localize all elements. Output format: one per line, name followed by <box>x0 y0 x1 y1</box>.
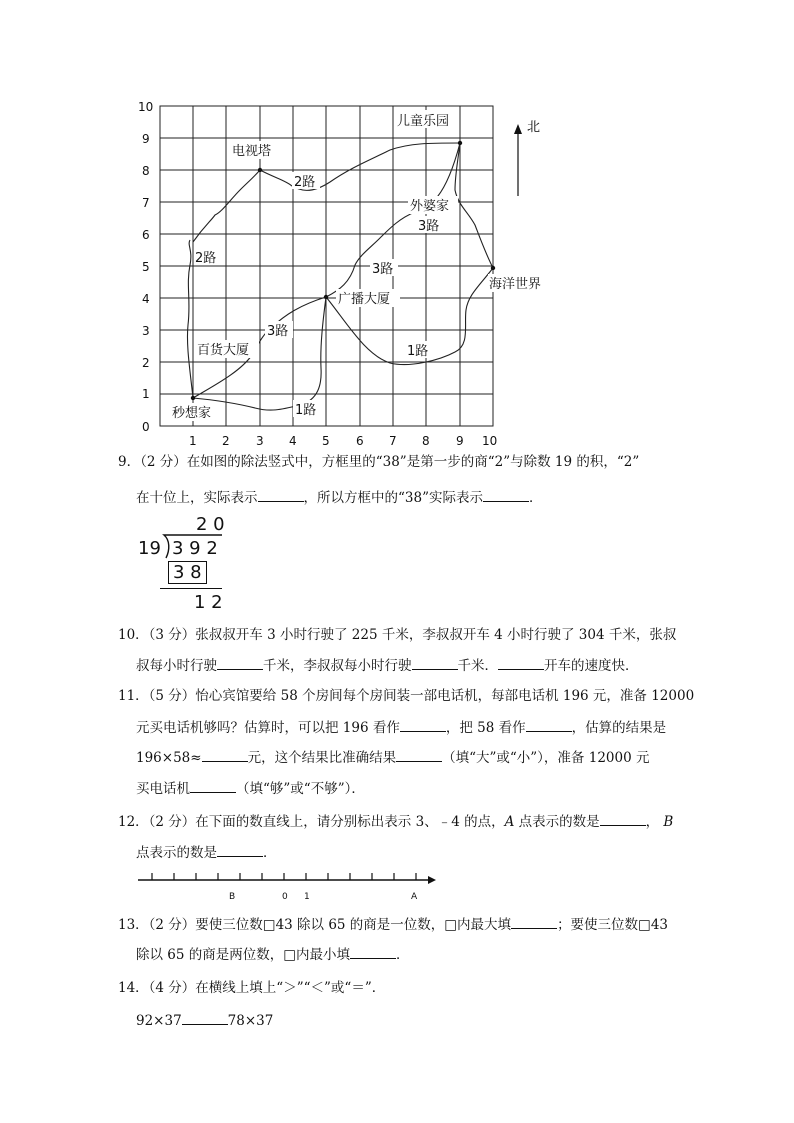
question-11-line-3 <box>136 747 649 768</box>
number-line-label-0: 0 <box>282 892 288 902</box>
x-tick-8: 8 <box>422 434 430 448</box>
place-label-miaoxiang-home: 秒想家 <box>172 406 212 421</box>
question-13-line-2 <box>136 944 410 965</box>
question-11-line-4 <box>136 778 365 799</box>
q13-text-b: ；要使三位数□43 <box>557 917 668 933</box>
place-label-department-store: 百货大厦 <box>197 343 250 358</box>
x-tick-5: 5 <box>322 434 330 448</box>
q12-text-c: 点表示的数是 <box>514 814 600 830</box>
route-label-3-middle: 3路 <box>372 262 394 277</box>
q14-text-b: 78×37 <box>227 1013 274 1029</box>
q9-text-a: 在十位上，实际表示 <box>136 490 258 506</box>
y-tick-8: 8 <box>142 164 150 178</box>
q12-text-g: ． <box>263 845 277 861</box>
north-label: 北 <box>527 120 541 135</box>
q12-text-a: 12．（2 分）在下面的数直线上，请分别标出表示 3、﹣4 的点， <box>118 814 505 830</box>
q9-answer-blank-1[interactable] <box>258 487 304 502</box>
place-label-broadcast-building: 广播大厦 <box>338 292 391 307</box>
long-division-figure <box>136 514 236 614</box>
x-tick-3: 3 <box>256 434 264 448</box>
question-11-line-2 <box>136 717 666 738</box>
question-10-line-2 <box>136 655 639 676</box>
q11-text-b: ，把 58 看作 <box>445 720 526 736</box>
number-line-label-b: B <box>229 892 236 902</box>
route-3-right <box>455 143 493 268</box>
y-tick-2: 2 <box>142 356 150 370</box>
question-14-line-1: 14．（4 分）在横线上填上“＞”“＜”或“＝”． <box>118 980 386 996</box>
q12-point-b-ref: B <box>663 814 674 830</box>
y-tick-1: 1 <box>142 387 150 401</box>
q13-text-d: ． <box>396 947 410 963</box>
y-tick-5: 5 <box>142 260 150 274</box>
place-label-grandma-home: 外婆家 <box>410 199 450 214</box>
y-tick-9: 9 <box>142 132 150 146</box>
x-tick-6: 6 <box>356 434 364 448</box>
x-tick-9: 9 <box>456 434 464 448</box>
number-line-arrow-icon <box>428 876 436 884</box>
division-dividend: 3 9 2 <box>172 538 218 559</box>
place-label-childrens-park: 儿童乐园 <box>397 114 450 129</box>
route-label-1-left: 1路 <box>295 403 317 418</box>
y-tick-10: 10 <box>138 100 154 114</box>
q10-answer-blank-3[interactable] <box>498 655 544 670</box>
question-9-line-1: 9．（2 分）在如图的除法竖式中，方框里的“38”是第一步的商“2”与除数 19 的积，“2” <box>118 454 640 470</box>
q11-text-e: 元，这个结果比准确结果 <box>247 750 397 766</box>
question-11-line-1: 11．（5 分）怡心宾馆要给 58 个房间每个房间装一部电话机，每部电话机 196 元，准备 12000 <box>118 688 695 704</box>
q11-text-d: 196×58≈ <box>136 750 202 766</box>
x-tick-7: 7 <box>389 434 397 448</box>
route-label-3-top: 3路 <box>418 219 440 234</box>
question-9-line-2 <box>136 487 542 508</box>
route-lines <box>187 143 493 410</box>
q13-text-a: 13．（2 分）要使三位数□43 除以 65 的商是一位数，□内最大填 <box>118 917 512 933</box>
x-tick-10: 10 <box>482 434 498 448</box>
place-label-tv-tower: 电视塔 <box>232 144 272 159</box>
division-divisor: 19 <box>138 538 161 559</box>
q10-answer-blank-2[interactable] <box>412 655 458 670</box>
question-10-line-1: 10．（3 分）张叔叔开车 3 小时行驶了 225 千米，李叔叔开车 4 小时行驶了 304 千米，张叔 <box>118 627 677 643</box>
place-label-ocean-world: 海洋世界 <box>489 277 542 292</box>
q12-text-d: ， <box>645 814 660 830</box>
question-12-line-1 <box>118 811 673 832</box>
number-line-label-1: 1 <box>304 892 310 902</box>
q10-text-c: 千米． <box>457 658 498 674</box>
q14-text-a: 92×37 <box>136 1013 182 1029</box>
q10-text-b: 千米，李叔叔每小时行驶 <box>263 658 412 674</box>
q14-answer-blank-1[interactable] <box>182 1010 228 1025</box>
q9-answer-blank-2[interactable] <box>483 487 529 502</box>
q10-text-a: 叔每小时行驶 <box>136 658 217 674</box>
map-grid <box>160 106 493 426</box>
y-tick-7: 7 <box>142 196 150 210</box>
q11-text-a: 元买电话机够吗？估算时，可以把 196 看作 <box>136 720 400 736</box>
route-2-lower <box>187 240 193 398</box>
division-boxed-product <box>168 561 207 584</box>
q12-answer-blank-2[interactable] <box>217 842 263 857</box>
q13-answer-blank-2[interactable] <box>350 944 396 959</box>
route-map <box>130 95 570 455</box>
division-remainder: 1 2 <box>194 592 223 613</box>
q11-answer-blank-4[interactable] <box>396 747 442 762</box>
q11-text-h: （填“够”或“不够”）． <box>236 781 365 797</box>
y-tick-6: 6 <box>142 228 150 242</box>
q11-text-f: （填“大”或“小”），准备 12000 元 <box>442 750 650 766</box>
question-12-line-2 <box>136 842 277 863</box>
q9-text-c: ． <box>528 490 543 506</box>
route-label-2-upper: 2路 <box>294 175 316 190</box>
number-line <box>136 868 446 904</box>
q12-text-f: 点表示的数是 <box>136 845 217 861</box>
q9-text-b: ，所以方框中的“38”实际表示 <box>303 490 483 506</box>
division-quotient: 2 0 <box>196 514 225 535</box>
number-line-label-a: A <box>411 892 418 902</box>
route-label-3-left: 3路 <box>267 324 289 339</box>
x-tick-2: 2 <box>222 434 230 448</box>
q10-answer-blank-1[interactable] <box>217 655 263 670</box>
q13-text-c: 除以 65 的商是两位数，□内最小填 <box>136 947 351 963</box>
q11-text-g: 买电话机 <box>136 781 190 797</box>
q12-answer-blank-1[interactable] <box>600 811 646 826</box>
q11-answer-blank-2[interactable] <box>526 717 572 732</box>
q11-answer-blank-1[interactable] <box>400 717 446 732</box>
q11-answer-blank-5[interactable] <box>190 778 236 793</box>
y-tick-3: 3 <box>142 324 150 338</box>
question-14-line-2 <box>136 1010 273 1031</box>
route-label-1-right: 1路 <box>407 344 429 359</box>
q10-text-d: 开车的速度快． <box>544 658 639 674</box>
q11-text-c: ，估算的结果是 <box>571 720 667 736</box>
north-arrow-icon <box>514 124 522 196</box>
division-boxed-value: 3 8 <box>173 562 202 583</box>
place-dots <box>191 141 495 400</box>
q11-answer-blank-3[interactable] <box>202 747 248 762</box>
question-13-line-1 <box>118 914 668 935</box>
x-tick-1: 1 <box>189 434 197 448</box>
y-tick-0: 0 <box>142 420 150 434</box>
x-tick-4: 4 <box>289 434 297 448</box>
route-label-2-lower: 2路 <box>195 251 217 266</box>
q13-answer-blank-1[interactable] <box>511 914 557 929</box>
q12-point-a-ref: A <box>504 814 515 830</box>
y-tick-4: 4 <box>142 292 150 306</box>
